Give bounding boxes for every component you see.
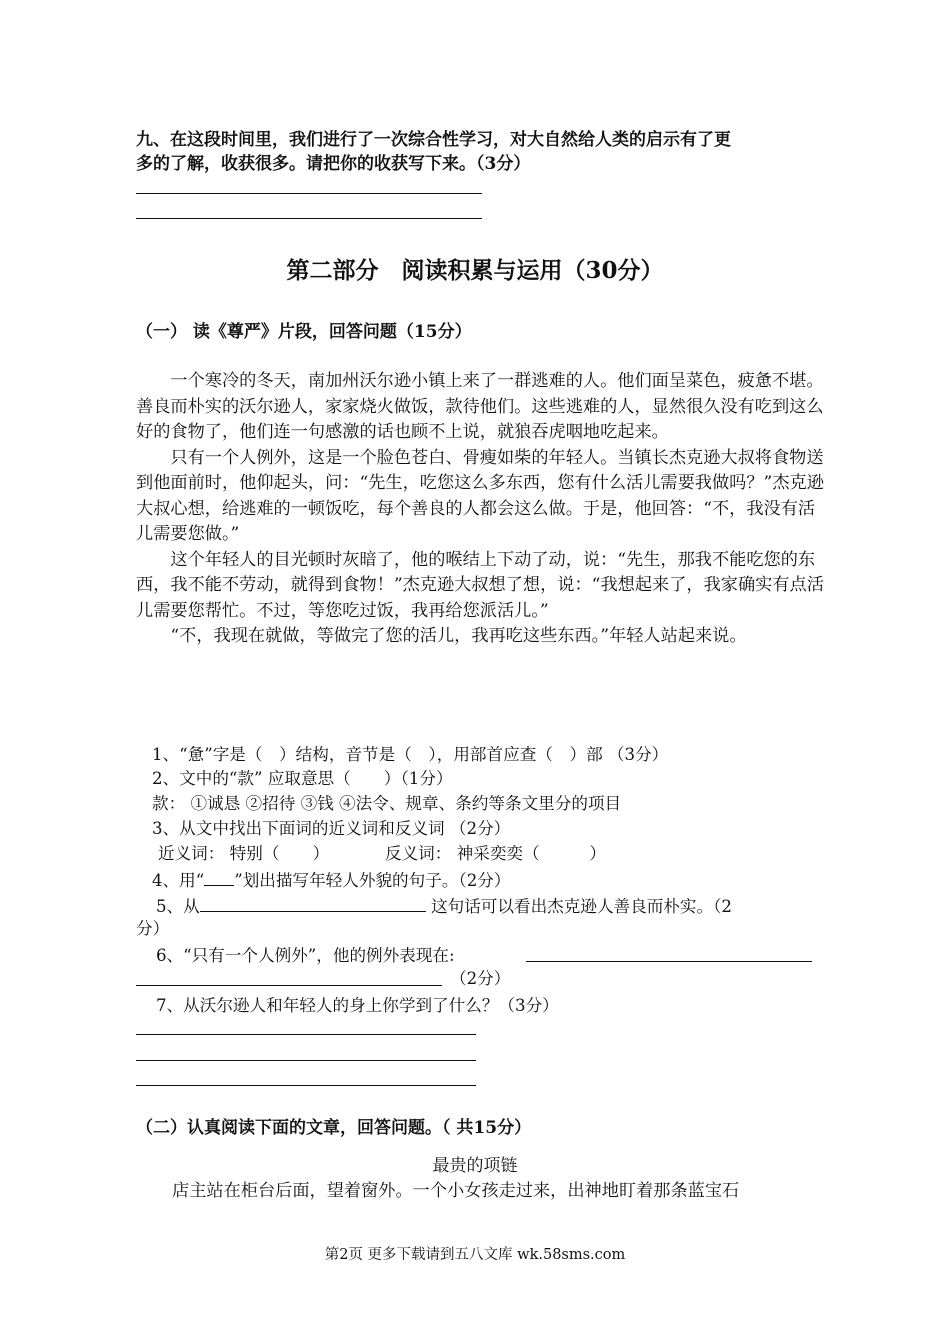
underline-sample [204, 867, 234, 886]
question-5-text-b: 这句话可以看出杰克逊人善良而朴实。（2 [425, 897, 732, 916]
question-1: 1、“惫”字是（ ）结构，音节是（ ），用部首应查（ ）部 （3分） [152, 745, 669, 764]
passage-paragraph: 这个年轻人的目光顿时灰暗了，他的喉结上下动了动，说：“先生，那我不能吃您的东西，我不能不劳动，就得到食物！”杰克逊大叔想了想，说：“我想起来了，我家确实有点活儿需要您帮忙。不过，等您吃过饭，我再给您派活儿。” [136, 549, 824, 621]
question-3-antonym: 反义词： 神采奕奕（ ） [385, 844, 606, 863]
question-5 [156, 893, 732, 919]
question-4-text-b: ”划出描写年轻人外貌的句子。（2分） [234, 871, 511, 890]
question-6-score: （2分） [450, 969, 511, 988]
question-4 [152, 867, 510, 893]
section1-heading: （一） 读《尊严》片段，回答问题（15分） [136, 322, 472, 342]
question-5-cont: 分） [136, 919, 170, 938]
question-7: 7、从沃尔逊人和年轻人的身上你学到了什么？（3分） [156, 996, 559, 1015]
answer-line[interactable] [136, 1060, 476, 1061]
question-2: 2、文中的“款” 应取意思（ ）（1分） [152, 769, 453, 788]
reading-passage [136, 369, 826, 650]
q9-line1: 九、在这段时间里，我们进行了一次综合性学习，对大自然给人类的启示有了更 [136, 130, 731, 150]
answer-line[interactable] [136, 1034, 476, 1035]
answer-line[interactable] [136, 218, 482, 219]
question-5-text-a: 5、从 [156, 897, 200, 916]
page-footer: 第2页 更多下载请到五八文库 wk.58sms.com [324, 1247, 626, 1263]
passage-paragraph: 一个寒冷的冬天，南加州沃尔逊小镇上来了一群逃难的人。他们面呈菜色，疲惫不堪。善良而朴实的沃尔逊人，家家烧火做饭，款待他们。这些逃难的人，显然很久没有吃到这么好的食物了，他们连一句感激的话也顾不上说，就狼吞虎咽地吃起来。 [136, 371, 824, 442]
q9-line2: 多的了解，收获很多。请把你的收获写下来。（3分） [136, 154, 531, 174]
part2-title: 第二部分 阅读积累与运用（30分） [286, 257, 664, 284]
answer-line[interactable] [200, 893, 426, 912]
question-3: 3、从文中找出下面词的近义词和反义词 （2分） [152, 819, 511, 838]
question-2-options: 款： ①诚恳 ②招待 ③钱 ④法令、规章、条约等条文里分的项目 [152, 794, 622, 813]
answer-line[interactable] [136, 193, 482, 194]
article-first-line: 店主站在柜台后面，望着窗外。一个小女孩走过来，出神地盯着那条蓝宝石 [172, 1181, 740, 1201]
passage-paragraph: “不，我现在就做，等做完了您的活儿，我再吃这些东西。”年轻人站起来说。 [170, 626, 747, 646]
article-title: 最贵的项链 [432, 1156, 518, 1176]
passage-paragraph: 只有一个人例外，这是一个脸色苍白、骨瘦如柴的年轻人。当镇长杰克逊大叔将食物送到他面前时，他仰起头，问：“先生，吃您这么多东西，您有什么活儿需要我做吗？”杰克逊大叔心想，给逃难的一顿饭吃，每个善良的人都会这么做。于是，他回答：“不，我没有活儿需要您做。” [136, 447, 824, 544]
question-3-synonym: 近义词： 特别（ ） [158, 844, 330, 863]
section2-heading: （二）认真阅读下面的文章，回答问题。（ 共15分） [136, 1118, 532, 1138]
question-4-text-a: 4、用“ [152, 871, 205, 890]
question-6: 6、“只有一个人例外”，他的例外表现在: [156, 946, 455, 965]
answer-line[interactable] [526, 961, 812, 962]
answer-line[interactable] [136, 1085, 476, 1086]
answer-line[interactable] [136, 985, 442, 986]
